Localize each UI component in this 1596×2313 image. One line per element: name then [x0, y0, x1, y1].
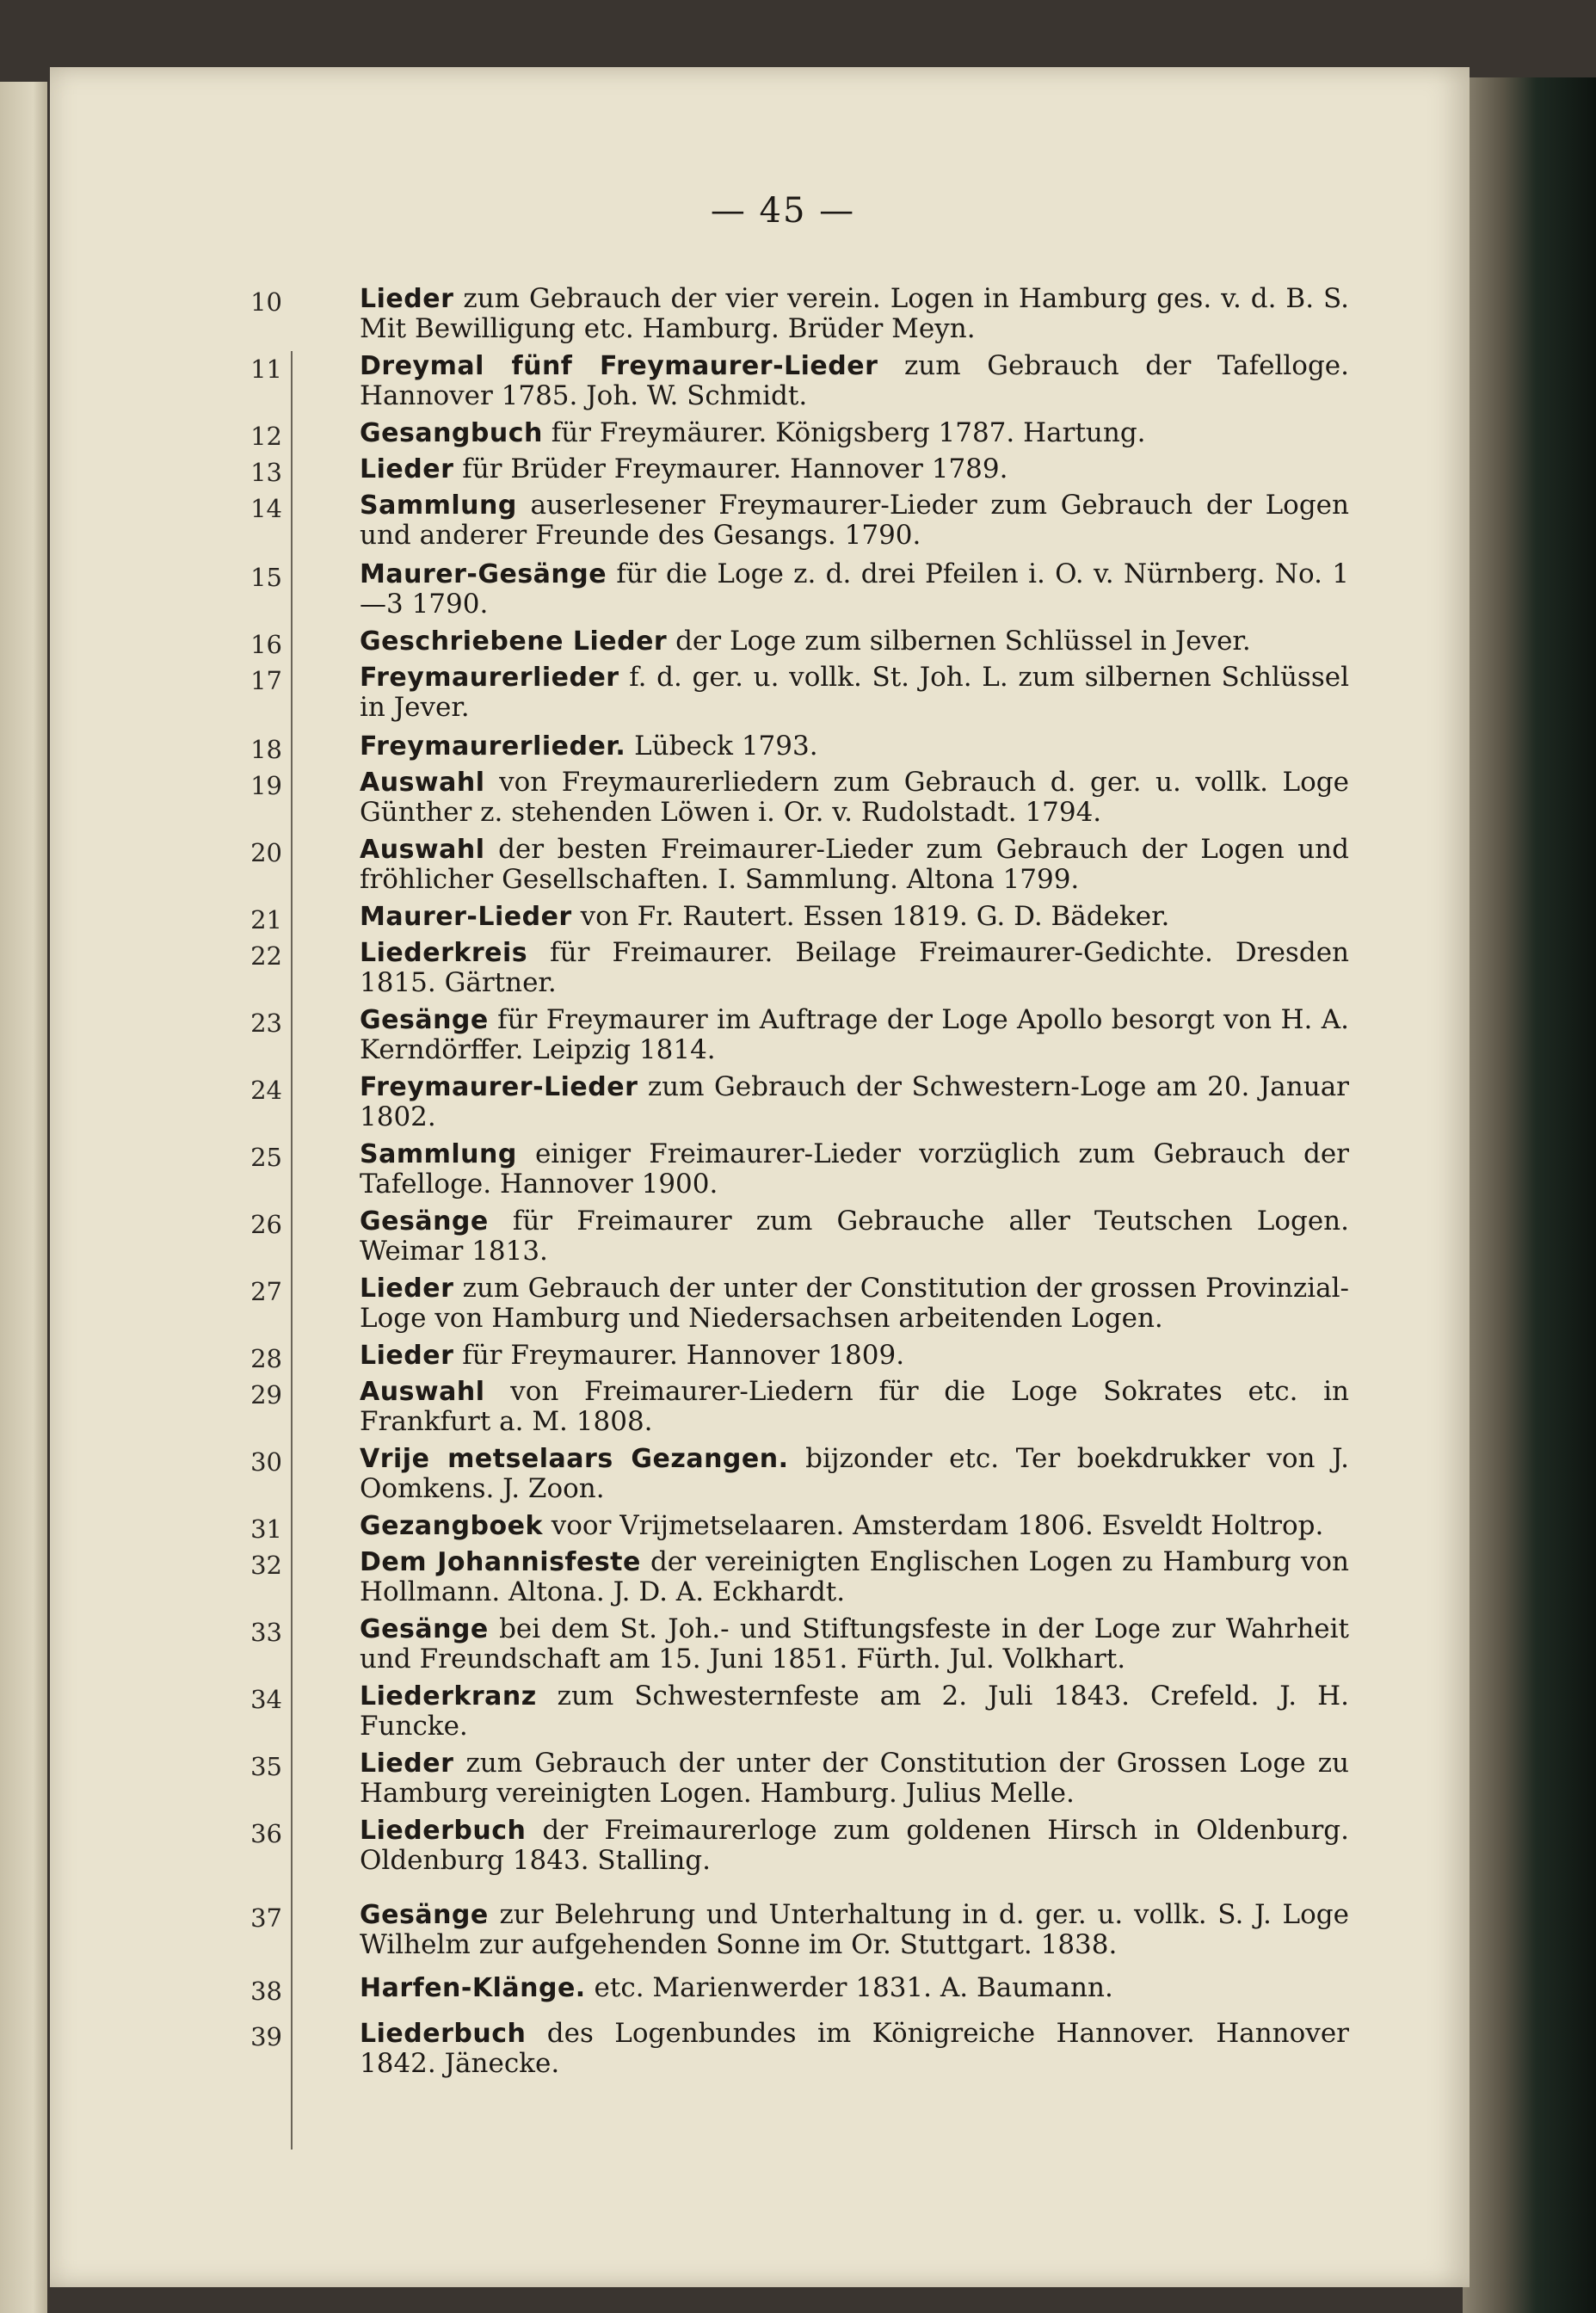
entry-number: 33 — [250, 1618, 282, 1647]
entry-title: Sammlung — [360, 490, 517, 521]
entry-title: Geschriebene Lieder — [360, 626, 668, 657]
margin-rule — [291, 351, 293, 2150]
entry-number: 21 — [250, 905, 282, 934]
entry-description: für die Loge z. d. drei Pfeilen i. O. v. Nürnberg. No. 1—3 1790. — [360, 558, 1349, 620]
entry-text — [360, 1274, 1349, 1334]
entry-description: zum Gebrauch der Schwestern-Loge am 20. Januar 1802. — [360, 1071, 1349, 1132]
entry-number: 13 — [250, 458, 282, 487]
entry-text — [360, 1816, 1349, 1876]
entry-text — [360, 1973, 1349, 2003]
entry-number: 11 — [250, 355, 282, 384]
entry-number: 17 — [250, 666, 282, 695]
book-spine — [1463, 77, 1596, 2313]
entry-title: Dem Johannisfeste — [360, 1547, 641, 1577]
entry-description: zum Gebrauch der vier verein. Logen in Hamburg ges. v. d. B. S. Mit Bewilligung etc. Hamburg. Brüder Meyn. — [360, 283, 1349, 344]
entry-text — [360, 1511, 1349, 1541]
entry-title: Lieder — [360, 1274, 454, 1304]
entry-title: Gesänge — [360, 1005, 489, 1035]
entry-description: der Loge zum silbernen Schlüssel in Jever. — [667, 626, 1251, 657]
entry-title: Lieder — [360, 1341, 454, 1371]
entry-title: Maurer-Lieder — [360, 902, 572, 932]
entry-text — [360, 663, 1349, 723]
entry-text — [360, 768, 1349, 828]
entry-title: Auswahl — [360, 1377, 485, 1407]
entry-description: von Freimaurer-Liedern für die Loge Sokrates etc. in Frankfurt a. M. 1808. — [360, 1376, 1349, 1437]
entry-number: 35 — [250, 1752, 282, 1781]
entry-number: 28 — [250, 1344, 282, 1373]
entry-text — [360, 1377, 1349, 1437]
entry-text — [360, 1444, 1349, 1504]
entry-description: der vereinigten Englischen Logen zu Hamburg von Hollmann. Altona. J. D. A. Eckhardt. — [360, 1546, 1350, 1607]
adjacent-page-edge — [0, 82, 47, 2313]
entry-title: Freymaurerlieder. — [360, 731, 626, 762]
entry-text — [360, 731, 1349, 762]
entry-title: Sammlung — [360, 1139, 517, 1169]
entry-number: 10 — [250, 287, 282, 317]
entry-description: zum Gebrauch der unter der Constitution der grossen Provinzial-Loge von Hamburg und Niedersachsen arbeitenden Logen. — [360, 1273, 1349, 1334]
entry-number: 38 — [250, 1977, 282, 2006]
entry-description: etc. Marienwerder 1831. A. Baumann. — [585, 1972, 1113, 2003]
entry-description: Lübeck 1793. — [625, 731, 818, 762]
entry-description: auserlesener Freymaurer-Lieder zum Gebrauch der Logen und anderer Freunde des Gesangs. 1790. — [360, 490, 1349, 551]
entry-description: zum Schwesternfeste am 2. Juli 1843. Crefeld. J. H. Funcke. — [360, 1681, 1349, 1742]
entry-number: 12 — [250, 422, 282, 451]
entry-number: 15 — [250, 563, 282, 592]
entry-text — [360, 2019, 1349, 2079]
entry-description: der Freimaurerloge zum goldenen Hirsch in Oldenburg. Oldenburg 1843. Stalling. — [360, 1815, 1349, 1876]
entry-description: voor Vrijmetselaaren. Amsterdam 1806. Esveldt Holtrop. — [542, 1510, 1324, 1541]
entry-title: Vrije metselaars Gezangen. — [360, 1444, 789, 1474]
entry-number: 36 — [250, 1819, 282, 1848]
entry-text — [360, 938, 1349, 998]
entry-description: für Freymaurer im Auftrage der Loge Apollo besorgt von H. A. Kerndörffer. Leipzig 1814. — [360, 1004, 1349, 1065]
entry-description: für Brüder Freymaurer. Hannover 1789. — [453, 453, 1008, 484]
entry-number: 37 — [250, 1903, 282, 1933]
entry-description: von Fr. Rautert. Essen 1819. G. D. Bädeker. — [571, 901, 1170, 932]
entry-title: Lieder — [360, 1749, 454, 1779]
page-number: — 45 — — [710, 191, 856, 231]
entry-title: Gesänge — [360, 1900, 489, 1930]
entry-text — [360, 490, 1349, 551]
entry-text — [360, 1341, 1349, 1371]
entry-title: Freymaurer-Lieder — [360, 1072, 638, 1102]
entry-description: für Freimaurer zum Gebrauche aller Teutschen Logen. Weimar 1813. — [360, 1206, 1349, 1267]
entry-text — [360, 1139, 1349, 1200]
entry-text — [360, 835, 1349, 895]
entry-description: zur Belehrung und Unterhaltung in d. ger. u. vollk. S. J. Loge Wilhelm zur aufgehenden Sonne im Or. Stuttgart. 1838. — [360, 1899, 1349, 1960]
book-page — [50, 67, 1470, 2287]
entry-text — [360, 454, 1349, 484]
entry-number: 16 — [250, 630, 282, 659]
entry-text — [360, 1072, 1349, 1132]
entry-number: 29 — [250, 1380, 282, 1409]
entry-number: 20 — [250, 838, 282, 867]
entry-number: 18 — [250, 735, 282, 764]
entry-title: Auswahl — [360, 768, 485, 798]
entry-number: 26 — [250, 1210, 282, 1239]
entry-title: Lieder — [360, 454, 454, 484]
entry-number: 24 — [250, 1076, 282, 1105]
entry-title: Gesänge — [360, 1206, 489, 1237]
entry-text — [360, 1614, 1349, 1675]
entry-number: 19 — [250, 771, 282, 800]
entry-number: 27 — [250, 1277, 282, 1306]
entry-title: Dreymal fünf Freymaurer-Lieder — [360, 351, 878, 381]
entry-description: f. d. ger. u. vollk. St. Joh. L. zum silbernen Schlüssel in Jever. — [360, 662, 1349, 723]
entry-description: der besten Freimaurer-Lieder zum Gebrauch der Logen und fröhlicher Gesellschaften. I. Sammlung. Altona 1799. — [360, 834, 1349, 895]
entry-description: zum Gebrauch der Tafelloge. Hannover 1785. Joh. W. Schmidt. — [360, 350, 1349, 411]
entry-number: 39 — [250, 2022, 282, 2051]
entry-number: 14 — [250, 494, 282, 523]
entry-description: für Freymaurer. Hannover 1809. — [453, 1340, 905, 1371]
entry-number: 25 — [250, 1143, 282, 1172]
entry-number: 31 — [250, 1514, 282, 1544]
entry-text — [360, 1900, 1349, 1960]
entry-text — [360, 902, 1349, 932]
entry-title: Gezangboek — [360, 1511, 543, 1541]
entry-title: Liederbuch — [360, 2019, 527, 2049]
entry-description: bijzonder etc. Ter boekdrukker von J. Oomkens. J. Zoon. — [360, 1443, 1349, 1504]
entry-description: von Freymaurerliedern zum Gebrauch d. ger. u. vollk. Loge Günther z. stehenden Löwen i. Or. v. Rudolstadt. 1794. — [360, 767, 1349, 828]
entry-number: 22 — [250, 941, 282, 971]
entry-description: für Freimaurer. Beilage Freimaurer-Gedichte. Dresden 1815. Gärtner. — [360, 937, 1349, 998]
entry-description: des Logenbundes im Königreiche Hannover. Hannover 1842. Jänecke. — [360, 2018, 1349, 2079]
entry-text — [360, 626, 1349, 657]
entry-title: Liederkranz — [360, 1681, 537, 1712]
entry-number: 32 — [250, 1551, 282, 1580]
entry-text — [360, 1547, 1349, 1607]
entry-title: Auswahl — [360, 835, 485, 865]
entry-number: 34 — [250, 1685, 282, 1714]
entry-title: Liederbuch — [360, 1816, 527, 1846]
entry-title: Gesänge — [360, 1614, 489, 1644]
entry-description: für Freymäurer. Königsberg 1787. Hartung. — [542, 417, 1146, 448]
entry-text — [360, 1206, 1349, 1267]
entry-title: Freymaurerlieder — [360, 663, 619, 693]
entry-description: bei dem St. Joh.- und Stiftungsfeste in der Loge zur Wahrheit und Freundschaft am 15. Juni 1851. Fürth. Jul. Volkhart. — [360, 1613, 1349, 1675]
entry-title: Lieder — [360, 284, 454, 314]
entry-text — [360, 418, 1349, 448]
entry-text — [360, 559, 1349, 620]
entry-description: einiger Freimaurer-Lieder vorzüglich zum Gebrauch der Tafelloge. Hannover 1900. — [360, 1138, 1349, 1200]
entry-title: Liederkreis — [360, 938, 528, 968]
entry-number: 30 — [250, 1447, 282, 1477]
entry-number: 23 — [250, 1008, 282, 1038]
entry-title: Maurer-Gesänge — [360, 559, 607, 589]
entry-text — [360, 1681, 1349, 1742]
entry-description: zum Gebrauch der unter der Constitution der Grossen Loge zu Hamburg vereinigten Logen. Hamburg. Julius Melle. — [360, 1748, 1349, 1809]
entry-text — [360, 284, 1349, 344]
entry-text — [360, 351, 1349, 411]
entry-text — [360, 1005, 1349, 1065]
entry-text — [360, 1749, 1349, 1809]
entry-title: Harfen-Klänge. — [360, 1973, 586, 2003]
entry-title: Gesangbuch — [360, 418, 543, 448]
